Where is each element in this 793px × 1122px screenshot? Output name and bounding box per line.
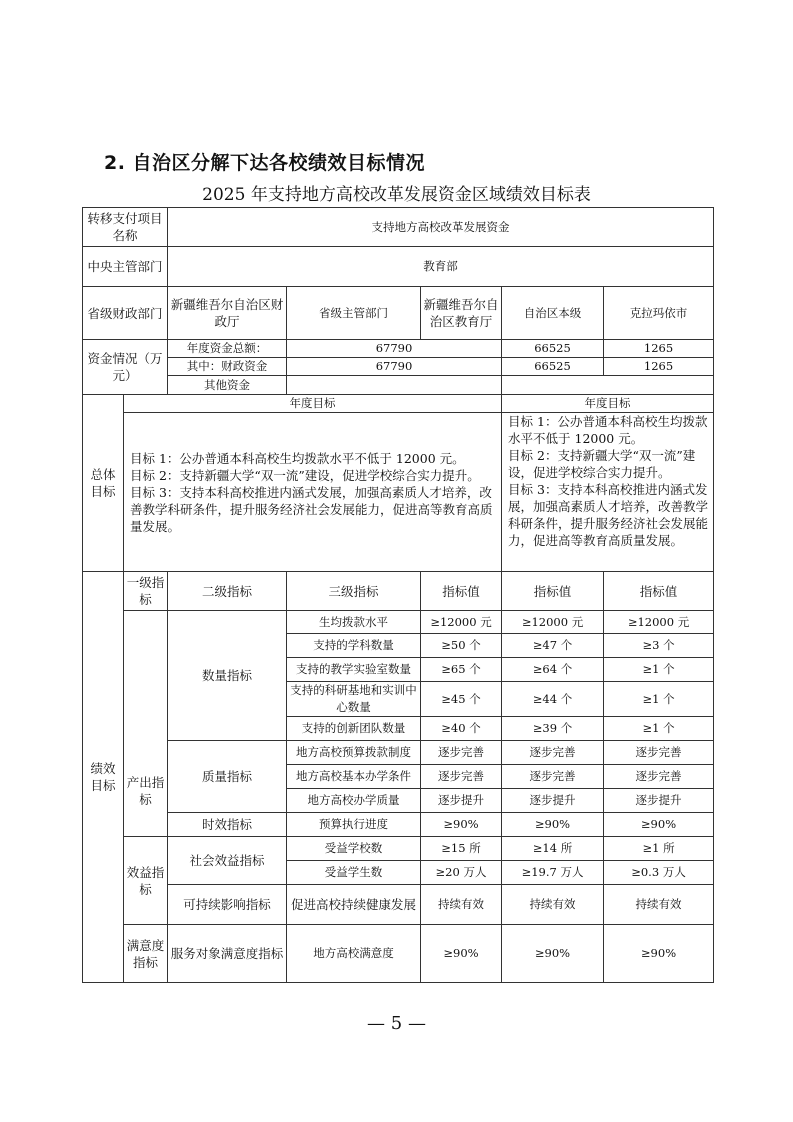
value-cell: 逐步提升 [421,789,502,813]
level3-cell: 地方高校预算拨款制度 [287,741,421,765]
value-cell: ≥14 所 [502,837,604,861]
value-cell: ≥1 个 [604,717,714,741]
level3-header: 三级指标 [287,572,421,611]
level3-cell: 预算执行进度 [287,813,421,837]
overall-goal-label: 总体目标 [83,395,124,572]
department-row [83,287,714,340]
value-cell: ≥90% [604,925,714,983]
value-cell: 逐步提升 [604,789,714,813]
value-cell: 逐步完善 [502,765,604,789]
project-name-label: 转移支付项目名称 [83,208,168,247]
funds-region-1: 66525 [502,358,604,376]
goal-3: 目标 3：支持本科高校推进内涵式发展，加强高素质人才培养，改善教学科研条件，提升服务经济社会发展能力，促进高等教育高质量发展。 [508,482,709,548]
value-cell: 逐步完善 [502,741,604,765]
funds-total [287,376,502,395]
table-title: 2025 年支持地方高校改革发展资金区域绩效目标表 [202,185,591,205]
goal-1: 目标 1：公办普通本科高校生均拨款水平不低于 12000 元。 [130,450,465,466]
funds-total: 67790 [287,358,502,376]
funds-row [83,358,714,376]
level3-cell: 受益学生数 [287,861,421,885]
provincial-finance-label: 省级财政部门 [83,287,168,340]
level3-cell: 促进高校持续健康发展 [287,885,421,925]
central-dept-value: 教育部 [168,247,714,287]
value-cell: ≥47 个 [502,634,604,658]
table-row [83,611,714,634]
table-row [83,885,714,925]
annual-goal-header: 年度目标 [124,395,502,413]
level2-social: 社会效益指标 [168,837,287,885]
value-cell: 持续有效 [604,885,714,925]
value-cell: ≥90% [502,925,604,983]
value-cell: 逐步完善 [604,741,714,765]
level2-quantity: 数量指标 [168,611,287,741]
value-cell: ≥15 所 [421,837,502,861]
level2-timeliness: 时效指标 [168,813,287,837]
value-cell: 逐步完善 [421,741,502,765]
level1-output: 产出指标 [124,611,168,837]
level2-quality: 质量指标 [168,741,287,813]
level3-cell: 受益学校数 [287,837,421,861]
value-cell: ≥1 个 [604,658,714,682]
indicator-header-row [83,572,714,611]
value-cell: 持续有效 [502,885,604,925]
funds-other-regions [502,376,714,395]
value-cell: ≥50 个 [421,634,502,658]
value-cell: ≥3 个 [604,634,714,658]
region-1-header: 自治区本级 [502,287,604,340]
level1-satisfaction: 满意度指标 [124,925,168,983]
value-cell: ≥19.7 万人 [502,861,604,885]
level2-header: 二级指标 [168,572,287,611]
goal-3: 目标 3：支持本科高校推进内涵式发展，加强高素质人才培养，改善教学科研条件，提升服务经济社会发展能力，促进高等教育高质量发展。 [130,484,493,534]
level3-cell: 支持的教学实验室数量 [287,658,421,682]
level3-cell: 地方高校办学质量 [287,789,421,813]
value-cell: 逐步完善 [604,765,714,789]
level3-cell: 支持的学科数量 [287,634,421,658]
project-name-row [83,208,714,247]
annual-goals-text-right [502,413,714,572]
value-cell: ≥90% [502,813,604,837]
value-header: 指标值 [421,572,502,611]
annual-goals-text [124,413,502,572]
level3-cell: 地方高校基本办学条件 [287,765,421,789]
overall-goal-header-row [83,395,714,413]
funds-region-2: 1265 [604,340,714,358]
value-cell: ≥12000 元 [421,611,502,634]
value-cell: ≥12000 元 [502,611,604,634]
goal-2: 目标 2：支持新疆大学“双一流”建设，促进学校综合实力提升。 [508,448,696,480]
funds-row [83,376,714,395]
level3-cell: 支持的科研基地和实训中心数量 [287,682,421,717]
table-row [83,741,714,765]
level3-cell: 生均拨款水平 [287,611,421,634]
value-cell: ≥65 个 [421,658,502,682]
value-cell: ≥40 个 [421,717,502,741]
annual-goal-header-right: 年度目标 [502,395,714,413]
value-cell: ≥90% [421,813,502,837]
funds-row-label: 年度资金总额： [168,340,287,358]
value-cell: ≥45 个 [421,682,502,717]
value-cell: ≥1 个 [604,682,714,717]
value-cell: 逐步提升 [502,789,604,813]
page-number: — 5 — [367,1013,426,1034]
funds-total: 67790 [287,340,502,358]
value-cell: 逐步完善 [421,765,502,789]
funds-row [83,340,714,358]
value-cell: ≥39 个 [502,717,604,741]
level3-cell: 地方高校满意度 [287,925,421,983]
provincial-dept-value: 新疆维吾尔自治区教育厅 [421,287,502,340]
provincial-finance-value: 新疆维吾尔自治区财政厅 [168,287,287,340]
value-cell: ≥64 个 [502,658,604,682]
funds-row-label: 其中：财政资金 [168,358,287,376]
performance-goal-table [82,207,714,983]
region-2-header: 克拉玛依市 [604,287,714,340]
value-header: 指标值 [604,572,714,611]
funds-row-label: 其他资金 [168,376,287,395]
value-cell: ≥20 万人 [421,861,502,885]
funds-region-1: 66525 [502,340,604,358]
value-header: 指标值 [502,572,604,611]
provincial-dept-label: 省级主管部门 [287,287,421,340]
table-row [83,925,714,983]
section-heading: 2. 自治区分解下达各校绩效目标情况 [104,152,426,174]
overall-goal-row [83,413,714,572]
value-cell: ≥90% [421,925,502,983]
central-dept-row [83,247,714,287]
level3-cell: 支持的创新团队数量 [287,717,421,741]
project-name-value: 支持地方高校改革发展资金 [168,208,714,247]
level1-benefit: 效益指标 [124,837,168,925]
funds-region-2: 1265 [604,358,714,376]
value-cell: ≥12000 元 [604,611,714,634]
level2-service-satisfaction: 服务对象满意度指标 [168,925,287,983]
value-cell: ≥0.3 万人 [604,861,714,885]
level1-header: 一级指标 [124,572,168,611]
funds-label: 资金情况（万元） [83,340,168,395]
value-cell: ≥1 所 [604,837,714,861]
central-dept-label: 中央主管部门 [83,247,168,287]
value-cell: ≥44 个 [502,682,604,717]
value-cell: ≥90% [604,813,714,837]
table-row [83,813,714,837]
goal-1: 目标 1：公办普通本科高校生均拨款水平不低于 12000 元。 [508,414,708,446]
goal-2: 目标 2：支持新疆大学“双一流”建设，促进学校综合实力提升。 [130,467,480,483]
level2-sustainable: 可持续影响指标 [168,885,287,925]
value-cell: 持续有效 [421,885,502,925]
table-row [83,837,714,861]
perf-goal-label: 绩效目标 [83,572,124,983]
